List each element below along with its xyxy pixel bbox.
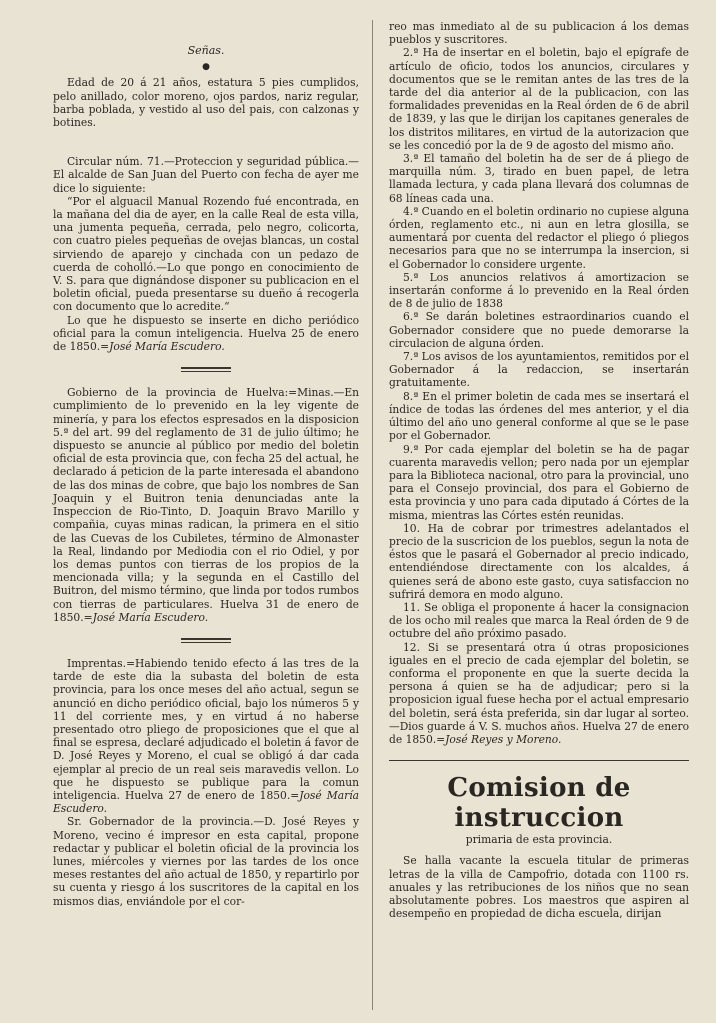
continued-text: reo mas inmediato al de su publicacion á los demas pueblos y suscritores. [389, 20, 689, 47]
section-divider [181, 367, 231, 372]
comision-subtitle: primaria de esta provincia. [465, 833, 613, 847]
condition-item-last: 12. Si se presentará otra ú otras proposiciones iguales en el precio de cada ejemplar del boletin, se conforma el proponente en que la suerte decida la persona á quien se ha de adjudicar; pero si la proposicion igual fuese hecha por el actual empresario del boletin, será ésta preferida, sin dar lugar al sorteo.—Dios guarde á V. S. muchos años. Huelva 27 de enero de 1850.=José Reyes y Moreno. [389, 640, 689, 746]
right-column [389, 20, 689, 920]
condition-item: 7.ª Los avisos de los ayuntamientos, remitidos por el Gobernador á la redaccion, se insertarán gratuitamente. [389, 350, 690, 390]
title-rule [389, 760, 689, 761]
condition-item: 3.ª El tamaño del boletin ha de ser de á pliego de marquilla núm. 3, tirado en buen papel, de letra llamada lectura, y cada plana llevará dos columnas de 68 líneas cada una. [389, 152, 689, 205]
sr-gobernador-text: Sr. Gobernador de la provincia.—D. José Reyes y Moreno, vecino é impresor en esta capital, propone redactar y publicar el boletin oficial de la provincia los lunes, miércoles y viernes por las tardes de los once meses restantes del año actual de 1850, y repartirlo por su cuenta y riesgo á los suscritores de la capital en los mismos dias, enviándole por el cor- [53, 815, 359, 908]
condition-item: 6.ª Se darán boletines estraordinarios cuando el Gobernador considere que no puede demorarse la circulacion de alguna órden. [389, 310, 689, 350]
circular-quote: “Por el alguacil Manual Rozendo fué encontrada, en la mañana del dia de ayer, en la calle Real de esta villa, una jumenta pequeña, cerrada, pelo negro, colicorta, con cuatro pieles pequeñas de ovejas blancas, un costal sirviendo de aparejo y cinchada con un pedazo de cuerda de coholló.—Lo que pongo en conocimiento de V. S. para que dignándose disponer su publicacion en el boletin oficial, pueda presentarse su dueño á recogerla con documento que lo acredite.“ [53, 194, 359, 314]
circular-close: Lo que he dispuesto se inserte en dicho periódico oficial para la comun inteligencia. Huelva 25 de enero de 1850.=José María Escudero. [53, 313, 359, 354]
comision-title: Comision de instruccion [447, 773, 631, 834]
senas-text: Edad de 20 á 21 años, estatura 5 pies cumplidos, pelo anillado, color moreno, ojos pardos, nariz regular, barba poblada, y vestido al uso del pais, con calzonas y botines. [53, 76, 359, 130]
condition-item: 4.ª Cuando en el boletin ordinario no cupiese alguna órden, reglamento etc., ni aun en letra glosilla, se aumentará por cuenta del redactor el pliego ó pliegos necesarios para que no se interrumpa la insercion, si el Gobernador lo considere urgente. [389, 204, 689, 271]
section-divider [181, 638, 231, 643]
condition-item: 5.ª Los anuncios relativos á amortizacion se insertarán conforme á lo prevenido en la Real órden de 8 de julio de 1838 [389, 270, 689, 311]
senas-title: Señas. [187, 44, 225, 57]
circular-signature: José María Escudero. [109, 340, 225, 354]
condition-item: 9.ª Por cada ejemplar del boletin se ha de pagar cuarenta maravedis vellon; pero nada por un ejemplar para la Biblioteca nacional, otro para la provincial, uno para el Consejo provincial, dos para el Gobierno de esta provincia y uno para cada diputado á Córtes de la misma, mientras las Córtes estén reunidas. [389, 442, 689, 522]
left-column [53, 44, 359, 908]
proposal-signature: José Reyes y Moreno. [445, 732, 562, 746]
comision-text: Se halla vacante la escuela titular de primeras letras de la villa de Campofrio, dotada con 1100 rs. anuales y las retribuciones de los niños que no sean absolutamente pobres. Los maestros que aspiren al desempeño en propiedad de dicha escuela, dirijan [389, 854, 689, 921]
column-rule [372, 20, 373, 1010]
condition-item: 10. Ha de cobrar por trimestres adelantados el precio de la suscricion de los pueblos, segun la nota de éstos que le pasará el Gobernador al precio indicado, entendiéndose directamente con los alcaldes, á quienes será de abono este gasto, cuya satisfaccion no sufrirá demora en modo alguno. [389, 521, 689, 601]
bullet-ornament: ● [202, 62, 210, 73]
condition-item: 11. Se obliga el proponente á hacer la consignacion de los ocho mil reales que marca la Real órden de 9 de octubre del año próximo pasado. [389, 600, 689, 641]
circular-intro: Circular núm. 71.—Proteccion y seguridad pública.—El alcalde de San Juan del Puerto con fecha de ayer me dice lo siguiente: [53, 155, 359, 195]
condition-item: 8.ª En el primer boletin de cada mes se insertará el índice de todas las órdenes del mes anterior, y el dia último del año uno general conforme al que se le pase por el Gobernador. [389, 389, 689, 443]
condition-item: 2.ª Ha de insertar en el boletin, bajo el epígrafe de artículo de oficio, todos los anuncios, circulares y documentos que se le remitan antes de las tres de la tarde del dia anterior al de la publicacion, con las formalidades prevenidas en la Real órden de 6 de abril de 1839, y las que le dirijan los capitanes generales de los distritos militares, en virtud de la autorizacion que se les concedió por la de 9 de agosto del mismo año. [389, 46, 689, 152]
minas-text: Gobierno de la provincia de Huelva:=Minas.—En cumplimiento de lo prevenido en la ley vigente de minería, y para los efectos espresados en la disposicion 5.ª del art. 99 del reglamento de 31 de julio último; he dispuesto se anuncie al público por medio del boletin oficial de esta provincia que, con fecha 25 del actual, he declarado á peticion de la parte interesada el abandono de las dos minas de cobre, que bajo los nombres de San Joaquin y el Buitron tenia denunciadas ante la Inspeccion de Rio-Tinto, D. Joaquin Bravo Marillo y compañia, cuyas minas radican, la primera en el sitio de las Cuevas de los Cubiletes, término de Almonaster la Real, lindando por Mediodia con el rio Odiel, y por los demas puntos con tierras de los propios de la mencionada villa; y la segunda en el Castillo del Buitron, del mismo término, que linda por todos rumbos con tierras de particulares. Huelva 31 de enero de 1850.=José María Escudero. [53, 386, 359, 624]
imprentas-signature: José María Escudero. [53, 788, 359, 816]
minas-signature: José María Escudero. [92, 610, 209, 624]
imprentas-text: Imprentas.=Habiendo tenido efecto á las tres de la tarde de este dia la subasta del boletin de esta provincia, para los once meses del año actual, segun se anunció en dicho periódico oficial, bajo los números 5 y 11 del corriente mes, y en virtud á no haberse presentado otro pliego de proposiciones que el que al final se espresa, declaré adjudicado el boletin á favor de D. José Reyes y Moreno, el cual se obligó á dar cada ejemplar al precio de un real seis maravedis vellon. Lo que he dispuesto se publique para la comun inteligencia. Huelva 27 de enero de 1850.=José María Escudero. [53, 656, 360, 816]
